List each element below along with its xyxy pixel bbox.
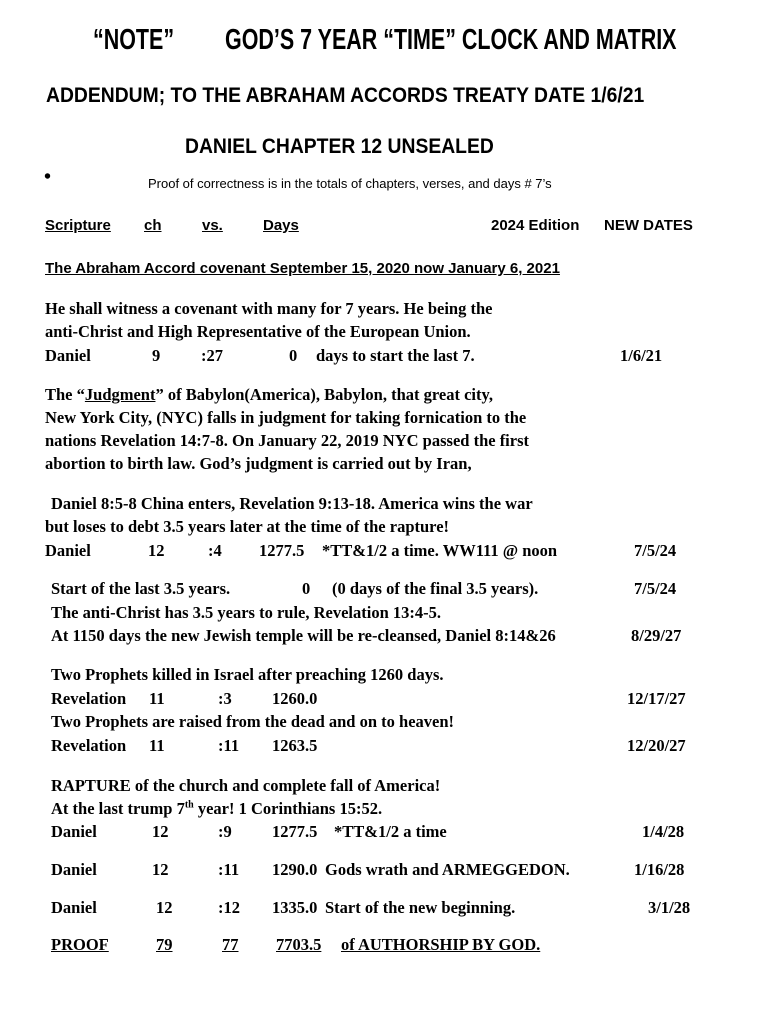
row-note: *TT&1/2 a time bbox=[334, 822, 447, 841]
row-date: 7/5/24 bbox=[634, 541, 677, 560]
bullet-mark: • bbox=[44, 166, 52, 188]
judgment-word: Judgment bbox=[84, 385, 156, 404]
title-addendum: ADDENDUM; TO THE ABRAHAM ACCORDS TREATY DATE 1/6/21 bbox=[46, 84, 645, 107]
block6-line2-pre: At the last trump 7 bbox=[51, 799, 185, 818]
row-book: Revelation bbox=[51, 736, 127, 755]
row-date: 12/20/27 bbox=[627, 736, 686, 755]
block6-line2-post: year! 1 Corinthians 15:52. bbox=[193, 799, 383, 818]
block4-date1: 7/5/24 bbox=[634, 579, 677, 598]
row-vs: :12 bbox=[218, 898, 240, 917]
block4-note: (0 days of the final 3.5 years). bbox=[332, 579, 539, 598]
proof-vs: 77 bbox=[222, 935, 239, 954]
block2-line3: nations Revelation 14:7-8. On January 22, 2019 NYC passed the first bbox=[45, 431, 530, 450]
row-days: 1277.5 bbox=[272, 822, 318, 841]
header-days: Days bbox=[263, 217, 299, 234]
row-ch: 9 bbox=[152, 346, 161, 365]
row-date: 1/6/21 bbox=[620, 346, 663, 365]
row-ch: 11 bbox=[149, 736, 165, 755]
row-book: Daniel bbox=[51, 860, 97, 879]
row-book: Revelation bbox=[51, 689, 127, 708]
block2-post: ” of Babylon(America), Babylon, that great city, bbox=[155, 385, 493, 404]
row-ch: 12 bbox=[152, 860, 169, 879]
row-note: Gods wrath and ARMEGGEDON. bbox=[325, 860, 570, 879]
row-date: 3/1/28 bbox=[648, 898, 691, 917]
title-note: “NOTE” bbox=[93, 24, 175, 56]
header-vs: vs. bbox=[202, 217, 223, 234]
block3-line1: Daniel 8:5-8 China enters, Revelation 9:13-18. America wins the war bbox=[51, 494, 533, 513]
row-vs: :27 bbox=[201, 346, 223, 365]
block5-line1: Two Prophets killed in Israel after preaching 1260 days. bbox=[51, 665, 444, 684]
block2-pre: The “ bbox=[45, 385, 85, 404]
row-ch: 12 bbox=[152, 822, 169, 841]
proof-label: PROOF bbox=[51, 935, 109, 954]
header-scripture: Scripture bbox=[45, 217, 111, 234]
row-book: Daniel bbox=[51, 822, 97, 841]
header-ch: ch bbox=[144, 217, 162, 234]
block6-line2 bbox=[51, 799, 382, 819]
row-vs: :4 bbox=[208, 541, 222, 560]
block2-line2: New York City, (NYC) falls in judgment for taking fornication to the bbox=[45, 408, 527, 427]
row-date: 1/4/28 bbox=[642, 822, 685, 841]
row-vs: :9 bbox=[218, 822, 232, 841]
proof-ch: 79 bbox=[156, 935, 173, 954]
block2-line4: abortion to birth law. God’s judgment is carried out by Iran, bbox=[45, 454, 472, 473]
block4-days: 0 bbox=[302, 579, 311, 598]
row-vs: :11 bbox=[218, 860, 240, 879]
title-main: GOD’S 7 YEAR “TIME” CLOCK AND MATRIX bbox=[225, 24, 677, 56]
block4-line1: Start of the last 3.5 years. bbox=[51, 579, 231, 598]
row-book: Daniel bbox=[45, 541, 91, 560]
row-vs: :3 bbox=[218, 689, 232, 708]
row-days: 1290.0 bbox=[272, 860, 318, 879]
row-note: *TT&1/2 a time. WW111 @ noon bbox=[322, 541, 558, 560]
row-book: Daniel bbox=[51, 898, 97, 917]
row-days: 1277.5 bbox=[259, 541, 305, 560]
row-date: 12/17/27 bbox=[627, 689, 686, 708]
row-book: Daniel bbox=[45, 346, 91, 365]
block4-date3: 8/29/27 bbox=[631, 626, 682, 645]
proof-days: 7703.5 bbox=[276, 935, 322, 954]
header-new-dates: NEW DATES bbox=[604, 217, 693, 234]
proof-note: Proof of correctness is in the totals of chapters, verses, and days # 7’s bbox=[148, 176, 552, 191]
block5-line2: Two Prophets are raised from the dead and on to heaven! bbox=[51, 712, 455, 731]
section-title: The Abraham Accord covenant September 15, 2020 now January 6, 2021 bbox=[45, 260, 560, 277]
row-days: 1263.5 bbox=[272, 736, 318, 755]
proof-note: of AUTHORSHIP BY GOD. bbox=[341, 935, 541, 954]
row-vs: :11 bbox=[218, 736, 240, 755]
row-days: 1260.0 bbox=[272, 689, 318, 708]
block4-line3: At 1150 days the new Jewish temple will be re-cleansed, Daniel 8:14&26 bbox=[51, 626, 556, 645]
block2-line1 bbox=[45, 385, 493, 405]
block1-line2: anti-Christ and High Representative of the European Union. bbox=[45, 322, 471, 341]
block1-line1: He shall witness a covenant with many for 7 years. He being the bbox=[45, 299, 493, 318]
row-days: 1335.0 bbox=[272, 898, 318, 917]
row-note: days to start the last 7. bbox=[316, 346, 475, 365]
row-date: 1/16/28 bbox=[634, 860, 685, 879]
row-note: Start of the new beginning. bbox=[325, 898, 516, 917]
row-ch: 12 bbox=[148, 541, 165, 560]
block6-line2-sup: th bbox=[184, 799, 194, 811]
row-ch: 12 bbox=[156, 898, 173, 917]
row-days: 0 bbox=[289, 346, 298, 365]
header-edition: 2024 Edition bbox=[491, 217, 580, 234]
title-chapter: DANIEL CHAPTER 12 UNSEALED bbox=[185, 135, 494, 158]
block3-line2: but loses to debt 3.5 years later at the time of the rapture! bbox=[45, 517, 450, 536]
row-ch: 11 bbox=[149, 689, 165, 708]
block4-line2: The anti-Christ has 3.5 years to rule, Revelation 13:4-5. bbox=[51, 603, 442, 622]
block6-line1: RAPTURE of the church and complete fall of America! bbox=[51, 776, 441, 795]
